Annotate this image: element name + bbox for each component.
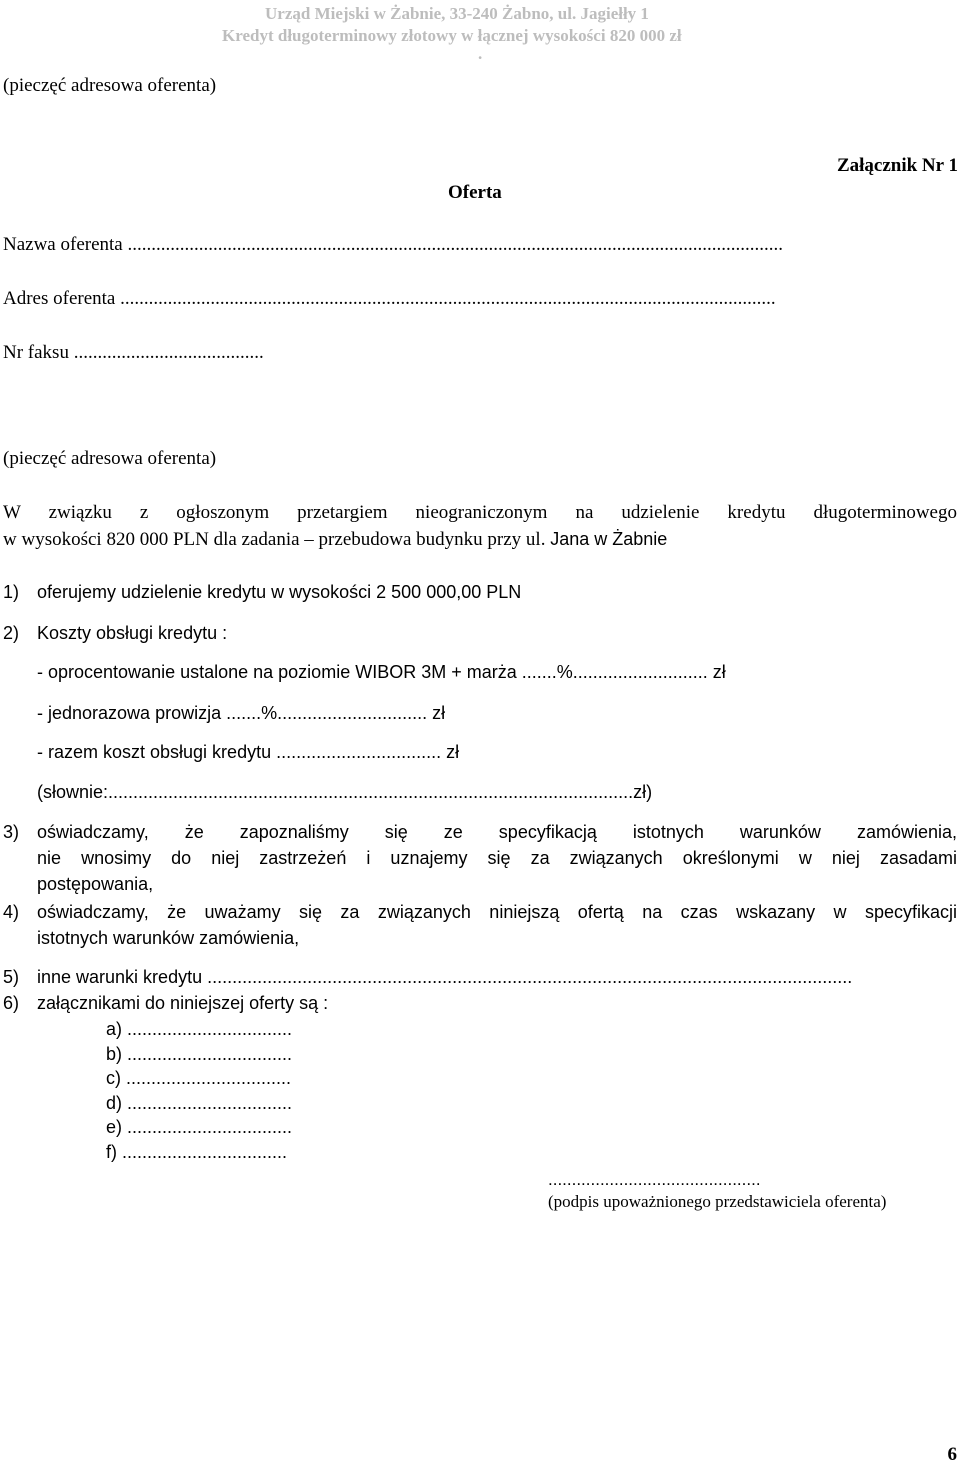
offeror-address-field: Adres oferenta ..........................................................................................................................................	[3, 288, 776, 309]
attachment-b: b) .................................	[106, 1044, 293, 1064]
attachment-f: f) .................................	[106, 1142, 288, 1162]
item-1-number: 1)	[3, 582, 20, 602]
item-2-text: Koszty obsługi kredytu :	[37, 623, 228, 643]
item-5-text: inne warunki kredytu .................................................................................................................................	[37, 967, 853, 987]
cost-commission-line: - jednorazowa prowizja .......%.............................. zł	[37, 703, 446, 723]
intro-line-1: W związku z ogłoszonym przetargiem nieograniczonym na udzielenie kredytu długoterminowego	[3, 502, 957, 523]
document-title: Oferta	[448, 182, 502, 203]
item-4-line-1: oświadczamy, że uważamy się za związanych niniejszą ofertą na czas wskazany w specyfikacji	[37, 902, 957, 922]
header-line-3: .	[478, 44, 483, 63]
cost-interest-line: - oprocentowanie ustalone na poziomie WIBOR 3M + marża .......%........................... zł	[37, 662, 726, 682]
fax-field: Nr faksu ........................................	[3, 342, 264, 363]
offeror-name-field: Nazwa oferenta ..........................................................................................................................................	[3, 234, 783, 255]
attachment-c: c) .................................	[106, 1068, 292, 1088]
item-2-number: 2)	[3, 623, 20, 643]
stamp-label-top: (pieczęć adresowa oferenta)	[3, 75, 217, 96]
intro-line-2-tail: Jana w Żabnie	[550, 529, 668, 549]
header-line-2: Kredyt długoterminowy złotowy w łącznej wysokości 820 000 zł	[222, 26, 682, 45]
attachment-e: e) .................................	[106, 1117, 293, 1137]
cost-total-line: - razem koszt obsługi kredytu ................................. zł	[37, 742, 460, 762]
item-4-number: 4)	[3, 902, 20, 922]
attachment-a: a) .................................	[106, 1019, 293, 1039]
item-3-number: 3)	[3, 822, 20, 842]
item-6-number: 6)	[3, 993, 20, 1013]
page-number: 6	[947, 1444, 957, 1465]
attachment-d: d) .................................	[106, 1093, 293, 1113]
item-4-line-2: istotnych warunków zamówienia,	[37, 928, 300, 948]
item-1-text: oferujemy udzielenie kredytu w wysokości 2 500 000,00 PLN	[37, 582, 522, 602]
item-6-text: załącznikami do niniejszej oferty są :	[37, 993, 329, 1013]
annex-label: Załącznik Nr 1	[836, 155, 958, 176]
item-5-number: 5)	[3, 967, 20, 987]
signature-dots: .............................................	[548, 1170, 761, 1189]
cost-in-words-line: (słownie:.........................................................................................................zł)	[37, 782, 653, 802]
item-3-line-2: nie wnosimy do niej zastrzeżeń i uznajemy się za związanych określonymi w niej zasadami	[37, 848, 957, 868]
stamp-label-mid: (pieczęć adresowa oferenta)	[3, 448, 217, 469]
item-3-line-1: oświadczamy, że zapoznaliśmy się ze specyfikacją istotnych warunków zamówienia,	[37, 822, 957, 842]
header-line-1: Urząd Miejski w Żabnie, 33-240 Żabno, ul. Jagiełły 1	[265, 4, 649, 23]
signature-caption: (podpis upoważnionego przedstawiciela oferenta)	[548, 1192, 887, 1211]
intro-line-2	[3, 526, 667, 553]
item-3-line-3: postępowania,	[37, 874, 154, 894]
intro-line-2-main: w wysokości 820 000 PLN dla zadania – przebudowa budynku przy ul.	[3, 529, 546, 550]
